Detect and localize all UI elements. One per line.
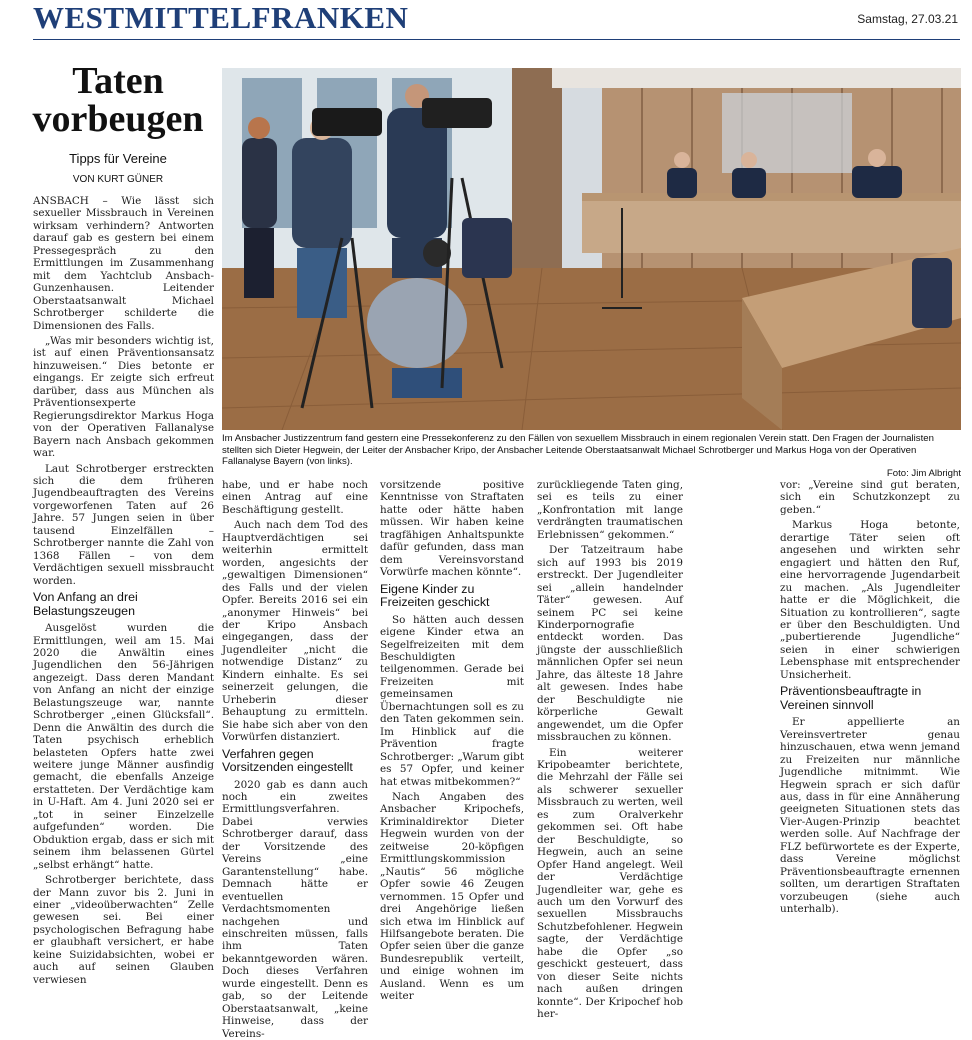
paragraph: Nach Angaben des Ansbacher Kripochefs, Kriminaldirektor Dieter Hegwein wurden von der zeitweise 20-köpfigen Ermittlungskommission „Nautis“ 56 mögliche Opfer sowie 46 Zeugen vernommen. 15 Opfer und drei Angehörige ließen sich etwa im Hinblick auf Hilfsangebote beraten. Die Opfer seien über die ganze Bundesrepublik verteilt, und einige wohnen im Ausland. Wenn es um weiter xyxy=(380,790,524,1003)
article-column-2 xyxy=(222,479,368,1040)
paragraph: Schrotberger berichtete, dass der Mann zuvor bis 2. Juni in einer „videoüberwachten“ Zelle gewesen sei. Bei einer psychologischen Befragung habe er glaubhaft versichert, er habe keine Suizidabsichten, wobei er auch auf seinen Glauben verwiesen xyxy=(33,874,214,986)
article-column-1 xyxy=(33,195,214,986)
issue-date: Samstag, 27.03.21 xyxy=(857,12,958,26)
header-divider xyxy=(33,39,960,40)
article-column-3 xyxy=(380,479,524,1003)
article-headline xyxy=(18,62,218,138)
subheading: Präventionsbeauftragte in Vereinen sinnvoll xyxy=(780,684,922,712)
paragraph: vorsitzende positive Kenntnisse von Straftaten hatte oder hätte haben müssen. Wir haben keine tragfähigen Anhaltspunkte dafür gefunden, dass man dem Vereinsvorstand Vorwürfe machen könnte“. xyxy=(380,479,524,579)
subheading: Von Anfang an drei Belastungszeugen xyxy=(33,590,138,618)
article-byline: VON KURT GÜNER xyxy=(72,174,164,185)
paragraph: habe, und er habe noch einen Antrag auf eine Beschäftigung gestellt. xyxy=(222,479,368,516)
paragraph: So hätten auch dessen eigene Kinder etwa an Segelfreizeiten mit dem Beschuldigten teilgenommen. Gerade bei Freizeiten mit gemeinsamen Übernachtungen soll es zu den Taten gekommen sein. Im Hinblick auf die Prävention fragte Schrotberger: „Warum gibt es 57 Opfer, und keiner hat etwas mitbekommen?“ xyxy=(380,613,524,788)
photo-credit: Foto: Jim Albright xyxy=(886,467,961,479)
press-conference-photo xyxy=(222,68,961,430)
paragraph: ANSBACH – Wie lässt sich sexueller Missbrauch in Vereinen wirksam verhindern? Antworten darauf gab es gestern bei einem Pressegespräch zu den Ermittlungen im Zusammenhang mit dem Yachtclub Ansbach-Gunzenhausen. Leitender Oberstaatsanwalt Michael Schrotberger schilderte die Dimensionen des Falls. xyxy=(33,195,214,332)
subheading: Verfahren gegen Vorsitzenden eingestellt xyxy=(222,746,353,775)
article-column-5 xyxy=(780,479,960,916)
paragraph: „Was mir besonders wichtig ist, ist auf einen Präventionsansatz hinzuweisen.“ Dies betonte er eingangs. Er zeigte sich erfreut darüber, dass aus München als Präventionsexperte Regierungsdirektor Markus Hoga von der Operativen Fallanalyse Bayern nach Ansbach gekommen war. xyxy=(33,334,214,460)
paragraph: zurückliegende Taten ging, sei es teils zu einer „Konfrontation mit lange verdrängten traumatischen Erlebnissen“ gekommen.“ xyxy=(537,479,683,541)
photo-illustration xyxy=(222,68,961,430)
paragraph: Ein weiterer Kripobeamter berichtete, die Mehrzahl der Fälle sei als schwerer sexueller Missbrauch zu werten, weil es zum Oralverkehr gekommen sei. Oft habe der Beschuldigte, so Hegwein, auch an seine Opfer Hand angelegt. Weil der Verdächtige Jugendleiter war, gehe es auch um den Vorwurf des sexuellen Missbrauchs Schutzbefohlener. Hegwein sagte, der Verdächtige habe die Opfer „so geschickt gesteuert, dass von dieser Seite nichts nach außen dringen konnte“. Der Kripochef hob her- xyxy=(537,746,683,1021)
paragraph: Er appellierte an Vereinsvertreter genau hinzuschauen, etwa wenn jemand zu Freizeiten nur männliche Jugendliche mitnimmt. Wie Hegwein sprach er sich dafür aus, dass in für eine Annäherung geeigneten Situationen stets das Vier-Augen-Prinzip beachtet werden solle. Auf Nachfrage der FLZ befürwortete es der Experte, dass Vereine möglichst Präventionsbeauftragte ernennen sollten, um derartigen Straftaten vorzubeugen (siehe auch unterhalb). xyxy=(780,716,960,916)
caption-text: Im Ansbacher Justizzentrum fand gestern eine Pressekonferenz zu den Fällen von sexuellem Missbrauch in einem regionalen Verein statt. Den Fragen der Journalisten stellten sich Dieter Hegwein, der Leiter der Ansbacher Kripo, der Ansbacher Leitende Oberstaatsanwalt Michael Schrotberger und Markus Hoga von der Operativen Fallanalyse Bayern (von links). xyxy=(222,433,934,468)
section-masthead: WESTMITTELFRANKEN xyxy=(33,0,409,35)
subheading: Eigene Kinder zu Freizeiten geschickt xyxy=(380,581,490,610)
article-column-4 xyxy=(537,479,683,1020)
paragraph: Auch nach dem Tod des Hauptverdächtigen sei weiterhin ermittelt worden, angesichts der „gewaltigen Dimensionen“ des Falls und der vielen Opfer. Bereits 2016 sei ein „anonymer Hinweis“ bei der Kripo Ansbach eingegangen, dass der Jugendleiter „nicht die notwendige Distanz“ zu Kindern einhalte. Es sei seinerzeit gelungen, die Urheberin dieser Behauptung zu ermitteln. Sie habe sich aber von den Vorwürfen distanziert. xyxy=(222,519,368,744)
paragraph: vor: „Vereine sind gut beraten, sich ein Schutzkonzept zu geben.“ xyxy=(780,479,960,516)
paragraph: 2020 gab es dann auch noch ein zweites Ermittlungsverfahren. Dabei verwies Schrotberger darauf, dass der Vorsitzende des Vereins „eine Garantenstellung“ habe. Demnach hätte er eventuellen Verdachtsmomenten nachgehen und einschreiten müssen, falls ihm Taten bekanntgeworden wären. Doch dieses Verfahren wurde eingestellt. Denn es gab, so der Leitende Oberstaatsanwalt, „keine Hinweise, dass der Vereins- xyxy=(222,778,368,1040)
photo-caption xyxy=(222,433,961,479)
headline-line-1: Taten xyxy=(72,60,164,102)
paragraph: Laut Schrotberger erstreckten sich die dem früheren Jugendbeauftragten des Vereins vorgeworfenen Taten auf 26 Jahre. 57 Jungen seien in über tausend Einzelfällen – Schrotberger nannte die Zahl von 1368 Fällen – von dem Verdächtigen sexuell missbraucht worden. xyxy=(33,462,214,587)
paragraph: Ausgelöst wurden die Ermittlungen, weil am 15. Mai 2020 die Anwältin eines Jugendlichen den 56-Jährigen angezeigt. Dass deren Mandant von Anfang an nicht der einzige Belastungszeuge war, nannte Schrotberger „einen Glücksfall“. Denn die Anwältin des durch die Taten psychisch erheblich belasteten Opfers hatte zwei weitere junge Männer ausfindig gemacht, die ebenfalls Anzeige erstatteten. Der Verdächtige kam in U-Haft. Am 4. Juni 2020 sei er „tot in seiner Einzelzelle aufgefunden“ worden. Die Obduktion ergab, dass er sich mit seinem ihm belassenen Gürtel „selbst erhängt“ hatte. xyxy=(33,622,214,871)
headline-line-2: vorbeugen xyxy=(32,98,204,140)
article-subtitle: Tipps für Vereine xyxy=(69,151,167,166)
paragraph: Der Tatzeitraum habe sich auf 1993 bis 2019 erstreckt. Der Jugendleiter sei „allein handelnder Täter“ gewesen. Auf seinem PC sei keine Kinderpornografie entdeckt worden. Das jüngste der ausschließlich männlichen Opfer sei neun Jahre, das älteste 18 Jahre alt gewesen. Indes habe der Beschuldigte nie körperliche Gewalt angewendet, um die Opfer missbrauchen zu können. xyxy=(537,544,683,744)
paragraph: Markus Hoga betonte, derartige Täter seien oft angesehen und wirkten sehr engagiert und hätten den Ruf, eine hervorragende Jugendarbeit zu machen. „Als Jugendleiter hatte er die Möglichkeit, die Situation zu kontrollieren“, sagte er über den Beschuldigten. Und „pubertierende Jugendliche“ seien in einer schwierigen Lebensphase mit entsprechender Unsicherheit. xyxy=(780,519,960,681)
